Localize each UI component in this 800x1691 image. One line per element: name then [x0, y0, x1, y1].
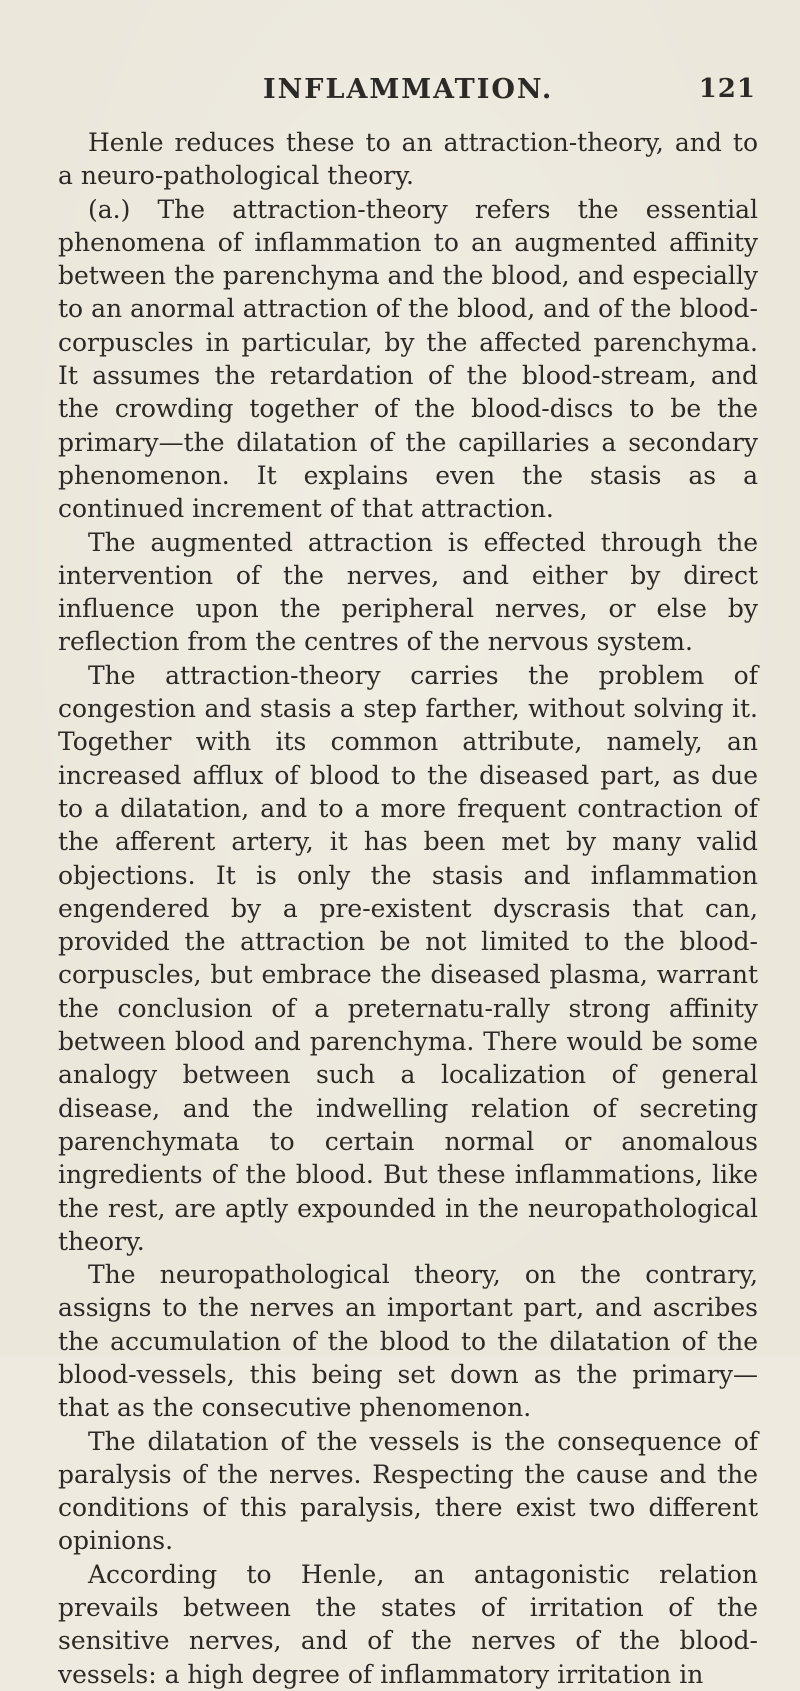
running-title: INFLAMMATION. — [263, 74, 554, 105]
body-text — [58, 126, 758, 1691]
paragraph: The neuropathological theory, on the contrary, assigns to the nerves an important part, and ascribes the accumulation of the blood to the dilatation of the blood-vessels, this being set down as the primary—that as the consecutive phenomenon. — [58, 1260, 758, 1423]
paragraph: The dilatation of the vessels is the consequence of paralysis of the nerves. Respecting the cause and the conditions of this paralysis, there exist two different opinions. — [58, 1426, 758, 1556]
paragraph: (a.) The attraction-theory refers the essential phenomena of inflammation to an augmented affinity between the parenchyma and the blood, and especially to an anormal attraction of the blood, and of the blood-corpuscles in particular, by the affected parenchyma. It assumes the retardation of the blood-stream, and the crowding together of the blood-discs to be the primary—the dilatation of the capillaries a secondary phenomenon. It explains even the stasis as a continued increment of that attraction. — [58, 194, 758, 524]
paragraph: The attraction-theory carries the problem of congestion and stasis a step farther, without solving it. Together with its common attribute, namely, an increased afflux of blood to the diseased part, as due to a dilatation, and to a more frequent contraction of the afferent artery, it has been met by many valid objections. It is only the stasis and inflammation engendered by a pre-existent dyscrasis that can, provided the attraction be not limited to the blood-corpuscles, but embrace the diseased plasma, warrant the conclusion of a preternatu-rally strong affinity between blood and parenchyma. There would be some analogy between such a localization of general disease, and the indwelling relation of secreting parenchymata to certain normal or anomalous ingredients of the blood. But these inflammations, like the rest, are aptly expounded in the neuropathological theory. — [58, 660, 758, 1256]
paragraph: Henle reduces these to an attraction-theory, and to a neuro-pathological theory. — [58, 128, 758, 191]
running-head — [58, 66, 756, 106]
page-number: 121 — [698, 74, 756, 104]
paragraph: The augmented attraction is effected through the intervention of the nerves, and either by direct influence upon the peripheral nerves, or else by reflection from the centres of the nervous system. — [58, 527, 758, 657]
paragraph: According to Henle, an antagonistic relation prevails between the states of irritation of the sensitive nerves, and of the nerves of the blood-vessels: a high degree of inflammatory irritation in — [58, 1559, 758, 1689]
